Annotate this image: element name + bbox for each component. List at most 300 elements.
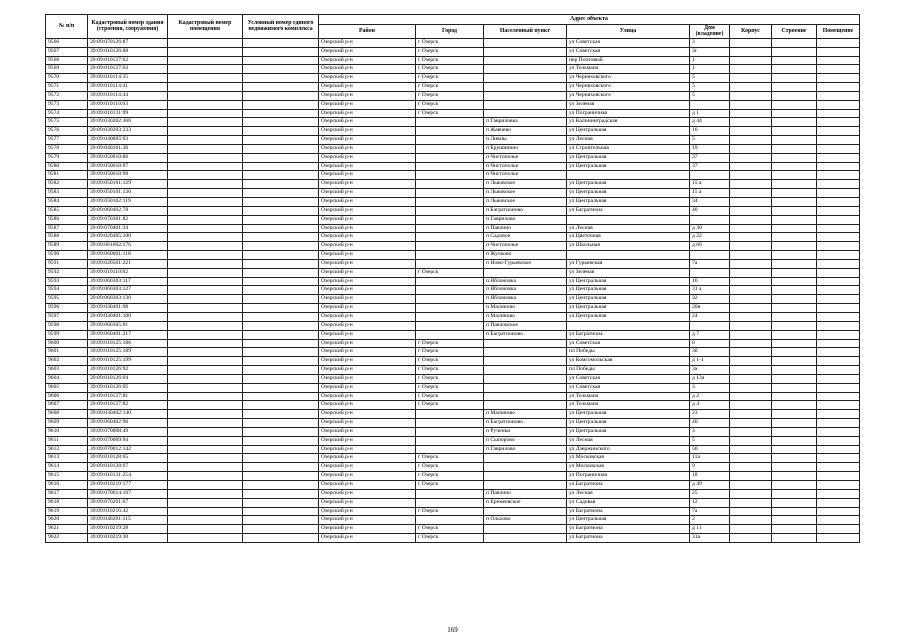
cell-conditional-complex (243, 410, 319, 419)
cell-korpus (730, 109, 772, 118)
cell-street (567, 321, 690, 330)
table-row (46, 427, 860, 436)
cell-city (416, 445, 484, 454)
cell-city (416, 162, 484, 171)
cell-num: 9572 (46, 91, 88, 100)
table-row (46, 348, 860, 357)
cell-street: ул Гурьевская (567, 259, 690, 268)
cell-house: д 2 (690, 392, 730, 401)
cell-cadastral-building: 39:09:010114:35 (88, 74, 168, 83)
col-city-header: Город (416, 25, 484, 39)
cell-num: 9601 (46, 348, 88, 357)
cell-cadastral-room (168, 374, 243, 383)
cell-district: Озерский р-н (319, 392, 416, 401)
cell-cadastral-room (168, 534, 243, 543)
cell-stroenie (772, 136, 817, 145)
cell-locality: п Львовское (484, 180, 567, 189)
cell-street: ул Советская (567, 38, 690, 47)
cell-cadastral-room (168, 498, 243, 507)
cell-conditional-complex (243, 144, 319, 153)
cell-conditional-complex (243, 162, 319, 171)
cell-num: 9590 (46, 251, 88, 260)
cell-locality: п Багратионово (484, 330, 567, 339)
cell-district: Озерский р-н (319, 100, 416, 109)
cell-city (416, 180, 484, 189)
address-group-header: Адрес объекта (319, 15, 860, 25)
cell-district: Озерский р-н (319, 445, 416, 454)
table-row (46, 215, 860, 224)
cell-cadastral-room (168, 383, 243, 392)
cell-house: 3 (690, 383, 730, 392)
cell-cadastral-room (168, 481, 243, 490)
cell-locality: п Малиново (484, 410, 567, 419)
cell-locality: п Павловское (484, 321, 567, 330)
cell-conditional-complex (243, 304, 319, 313)
cell-street: ул Багратиона (567, 534, 690, 543)
cell-num: 9578 (46, 144, 88, 153)
cell-conditional-complex (243, 189, 319, 198)
table-row (46, 109, 860, 118)
cell-district: Озерский р-н (319, 74, 416, 83)
cell-street: ул Центральная (567, 198, 690, 207)
cell-room (817, 180, 860, 189)
cell-conditional-complex (243, 74, 319, 83)
cell-street: ул Центральная (567, 427, 690, 436)
cell-cadastral-room (168, 74, 243, 83)
cell-num: 9596 (46, 304, 88, 313)
cell-room (817, 295, 860, 304)
cell-house: 15 а (690, 180, 730, 189)
cell-cadastral-building: 39:09:040201:115 (88, 516, 168, 525)
cell-city: г Озерск (416, 268, 484, 277)
cell-cadastral-building: 39:09:030401:100 (88, 312, 168, 321)
cell-street: ул Зеленая (567, 268, 690, 277)
cell-cadastral-room (168, 38, 243, 47)
cell-cadastral-building: 39:09:060001:118 (88, 251, 168, 260)
cell-cadastral-building: 39:09:050101:130 (88, 189, 168, 198)
cell-city: г Озерск (416, 109, 484, 118)
cell-korpus (730, 454, 772, 463)
cell-street (567, 251, 690, 260)
cell-conditional-complex (243, 224, 319, 233)
cell-cadastral-room (168, 489, 243, 498)
cell-city (416, 251, 484, 260)
cell-conditional-complex (243, 445, 319, 454)
cell-room (817, 277, 860, 286)
cell-conditional-complex (243, 454, 319, 463)
cell-locality: п Яблоновка (484, 286, 567, 295)
table-row (46, 481, 860, 490)
cell-conditional-complex (243, 481, 319, 490)
cell-num: 9577 (46, 136, 88, 145)
cell-korpus (730, 259, 772, 268)
table-row (46, 162, 860, 171)
cell-city: г Озерск (416, 534, 484, 543)
cell-cadastral-room (168, 339, 243, 348)
cell-city (416, 304, 484, 313)
cell-city (416, 224, 484, 233)
cell-district: Озерский р-н (319, 109, 416, 118)
table-row (46, 498, 860, 507)
cell-room (817, 481, 860, 490)
cell-stroenie (772, 91, 817, 100)
cell-street: ул Лесная (567, 489, 690, 498)
cell-street: ул Центральная (567, 189, 690, 198)
cell-cadastral-building: 39:09:010126:95 (88, 383, 168, 392)
cell-city: г Озерск (416, 83, 484, 92)
cell-korpus (730, 56, 772, 65)
cell-locality: п Жавчево (484, 127, 567, 136)
table-row (46, 268, 860, 277)
cell-locality (484, 65, 567, 74)
cell-conditional-complex (243, 242, 319, 251)
cell-room (817, 198, 860, 207)
cell-num: 9615 (46, 472, 88, 481)
cell-cadastral-room (168, 348, 243, 357)
cell-conditional-complex (243, 215, 319, 224)
cell-cadastral-building: 39:09:010125:189 (88, 348, 168, 357)
cell-district: Озерский р-н (319, 171, 416, 180)
cell-house: д 1-1 (690, 357, 730, 366)
cell-num: 9593 (46, 277, 88, 286)
cell-room (817, 83, 860, 92)
table-row (46, 383, 860, 392)
cell-cadastral-building: 39:09:060402:96 (88, 419, 168, 428)
cell-street: ул Садовая (567, 498, 690, 507)
cell-conditional-complex (243, 109, 319, 118)
cell-stroenie (772, 286, 817, 295)
cell-stroenie (772, 224, 817, 233)
cell-house: д 66 (690, 242, 730, 251)
cell-house: 5 (690, 91, 730, 100)
cell-cadastral-building: 39:09:070201:67 (88, 498, 168, 507)
cell-house (690, 321, 730, 330)
cell-korpus (730, 463, 772, 472)
cell-stroenie (772, 206, 817, 215)
cell-num: 9600 (46, 339, 88, 348)
cell-stroenie (772, 383, 817, 392)
table-row (46, 171, 860, 180)
col-cadastral-room-header: Кадастровый номер помещения (168, 15, 243, 39)
cell-num: 9610 (46, 427, 88, 436)
cell-street: ул Центральная (567, 410, 690, 419)
col-district-header: Район (319, 25, 416, 39)
cell-street: ул Черняховского (567, 91, 690, 100)
cell-conditional-complex (243, 427, 319, 436)
cell-num: 9584 (46, 198, 88, 207)
table-row (46, 366, 860, 375)
cell-room (817, 330, 860, 339)
cell-num: 9579 (46, 153, 88, 162)
cell-cadastral-building: 39:09:010110:82 (88, 268, 168, 277)
cell-locality (484, 91, 567, 100)
col-room-header: Помещение (817, 25, 860, 39)
cell-district: Озерский р-н (319, 118, 416, 127)
cell-city: г Озерск (416, 65, 484, 74)
cell-room (817, 410, 860, 419)
cell-conditional-complex (243, 180, 319, 189)
cell-cadastral-room (168, 118, 243, 127)
cell-cadastral-room (168, 162, 243, 171)
cell-city (416, 127, 484, 136)
cell-room (817, 463, 860, 472)
cell-num: 9594 (46, 286, 88, 295)
cell-street: ул Центральная (567, 286, 690, 295)
cell-district: Озерский р-н (319, 410, 416, 419)
table-row (46, 180, 860, 189)
cell-city (416, 427, 484, 436)
cell-street: ул Комсомольская (567, 357, 690, 366)
cell-korpus (730, 383, 772, 392)
cell-korpus (730, 83, 772, 92)
cell-stroenie (772, 144, 817, 153)
cell-cadastral-room (168, 427, 243, 436)
cell-cadastral-building: 39:09:030203:233 (88, 127, 168, 136)
cell-house: 2 (690, 516, 730, 525)
cell-district: Озерский р-н (319, 498, 416, 507)
cell-district: Озерский р-н (319, 215, 416, 224)
cell-conditional-complex (243, 268, 319, 277)
cell-city: г Озерск (416, 339, 484, 348)
cell-num: 9604 (46, 374, 88, 383)
table-row (46, 242, 860, 251)
table-row (46, 206, 860, 215)
cell-stroenie (772, 268, 817, 277)
cell-num: 9599 (46, 330, 88, 339)
cell-district: Озерский р-н (319, 321, 416, 330)
cell-city (416, 215, 484, 224)
table-row (46, 436, 860, 445)
cell-conditional-complex (243, 153, 319, 162)
cell-street: ул Багратиона (567, 525, 690, 534)
cell-locality: п Сыпорово (484, 436, 567, 445)
cell-district: Озерский р-н (319, 153, 416, 162)
cell-num: 9576 (46, 127, 88, 136)
cell-cadastral-room (168, 127, 243, 136)
cell-city: г Озерск (416, 47, 484, 56)
cell-cadastral-room (168, 321, 243, 330)
cell-city (416, 144, 484, 153)
cell-room (817, 489, 860, 498)
cell-korpus (730, 410, 772, 419)
cell-room (817, 427, 860, 436)
cell-korpus (730, 242, 772, 251)
cell-district: Озерский р-н (319, 83, 416, 92)
cell-district: Озерский р-н (319, 189, 416, 198)
cell-conditional-complex (243, 498, 319, 507)
cell-room (817, 206, 860, 215)
cell-house: 7а (690, 507, 730, 516)
table-row (46, 454, 860, 463)
cell-room (817, 251, 860, 260)
cell-korpus (730, 91, 772, 100)
cell-locality (484, 463, 567, 472)
cell-cadastral-building: 39:09:070401:34 (88, 224, 168, 233)
cell-district: Озерский р-н (319, 65, 416, 74)
cell-cadastral-building: 39:09:020405:100 (88, 233, 168, 242)
cell-cadastral-building: 39:09:010114:41 (88, 83, 168, 92)
cell-room (817, 136, 860, 145)
cell-room (817, 419, 860, 428)
table-row (46, 286, 860, 295)
cell-num: 9591 (46, 259, 88, 268)
cell-conditional-complex (243, 198, 319, 207)
cell-cadastral-building: 39:09:060401:217 (88, 330, 168, 339)
table-row (46, 47, 860, 56)
cell-stroenie (772, 401, 817, 410)
cell-cadastral-room (168, 357, 243, 366)
cell-street: ул Багратиона (567, 206, 690, 215)
cell-room (817, 304, 860, 313)
cell-num: 9612 (46, 445, 88, 454)
page-number: 169 (447, 626, 458, 634)
table-row (46, 136, 860, 145)
cell-num: 9606 (46, 392, 88, 401)
cell-conditional-complex (243, 401, 319, 410)
cell-korpus (730, 525, 772, 534)
cell-room (817, 312, 860, 321)
table-row (46, 224, 860, 233)
cell-cadastral-room (168, 206, 243, 215)
cell-conditional-complex (243, 383, 319, 392)
table-row (46, 445, 860, 454)
cell-num: 9616 (46, 481, 88, 490)
cell-city (416, 259, 484, 268)
cell-num: 9607 (46, 401, 88, 410)
cell-locality: п Павлино (484, 489, 567, 498)
cell-house: 5 (690, 74, 730, 83)
cell-stroenie (772, 392, 817, 401)
table-row (46, 489, 860, 498)
cell-locality: п Еремеевское (484, 498, 567, 507)
cell-cadastral-building: 39:09:070126:87 (88, 38, 168, 47)
col-conditional-complex-header: Условный номер единого недвижимого комплекса (243, 15, 319, 39)
cell-num: 9571 (46, 83, 88, 92)
cell-cadastral-room (168, 233, 243, 242)
table-row (46, 277, 860, 286)
cell-house: д 13а (690, 374, 730, 383)
cell-street: ул Пограничная (567, 472, 690, 481)
cell-locality (484, 83, 567, 92)
col-cadastral-building-header: Кадастровый номер здания (строения, сооружения) (88, 15, 168, 39)
cell-district: Озерский р-н (319, 259, 416, 268)
cell-stroenie (772, 171, 817, 180)
cell-num: 9603 (46, 366, 88, 375)
table-row (46, 251, 860, 260)
cell-house: д 11 (690, 525, 730, 534)
table-row (46, 357, 860, 366)
cell-num: 9622 (46, 534, 88, 543)
cell-room (817, 357, 860, 366)
cell-room (817, 321, 860, 330)
cell-conditional-complex (243, 472, 319, 481)
table-row (46, 74, 860, 83)
cell-stroenie (772, 83, 817, 92)
cell-cadastral-room (168, 277, 243, 286)
cell-street: ул Центральная (567, 312, 690, 321)
cell-stroenie (772, 436, 817, 445)
cell-city (416, 419, 484, 428)
col-korpus-header: Корпус (730, 25, 772, 39)
table-row (46, 472, 860, 481)
cell-korpus (730, 321, 772, 330)
cell-district: Озерский р-н (319, 312, 416, 321)
cell-conditional-complex (243, 525, 319, 534)
cell-conditional-complex (243, 65, 319, 74)
cell-cadastral-room (168, 436, 243, 445)
cell-house: 5 (690, 136, 730, 145)
cell-street: ул Тельмана (567, 401, 690, 410)
cell-city: г Озерск (416, 463, 484, 472)
cell-conditional-complex (243, 100, 319, 109)
cell-street: пер Почтовый (567, 56, 690, 65)
cell-district: Озерский р-н (319, 357, 416, 366)
cell-cadastral-building: 39:09:050010:86 (88, 153, 168, 162)
cell-city (416, 436, 484, 445)
cell-stroenie (772, 242, 817, 251)
cell-cadastral-building: 39:09:030402:140 (88, 410, 168, 419)
cell-cadastral-building: 39:09:010114:44 (88, 91, 168, 100)
table-header (46, 15, 860, 39)
cell-district: Озерский р-н (319, 507, 416, 516)
cell-conditional-complex (243, 489, 319, 498)
cell-street: ул Калининградская (567, 118, 690, 127)
cell-cadastral-building: 39:09:010127:81 (88, 392, 168, 401)
cell-room (817, 109, 860, 118)
table-row (46, 65, 860, 74)
cell-house: 7а (690, 259, 730, 268)
cell-house: 25 (690, 489, 730, 498)
cell-korpus (730, 295, 772, 304)
cell-house: 40 (690, 419, 730, 428)
cell-num: 9609 (46, 419, 88, 428)
cell-korpus (730, 74, 772, 83)
cell-locality: п Багратионово (484, 419, 567, 428)
cell-room (817, 472, 860, 481)
cell-house (690, 171, 730, 180)
cell-korpus (730, 374, 772, 383)
cell-street: ул Лесная (567, 136, 690, 145)
cell-cadastral-room (168, 419, 243, 428)
cell-num: 9587 (46, 224, 88, 233)
cell-street: ул Московская (567, 454, 690, 463)
cell-house: 34 (690, 198, 730, 207)
cell-house: 19 (690, 144, 730, 153)
col-stroenie-header: Строение (772, 25, 817, 39)
cell-locality (484, 401, 567, 410)
cell-street: ул Зеленая (567, 100, 690, 109)
cell-conditional-complex (243, 357, 319, 366)
cell-locality (484, 56, 567, 65)
cell-house: 16 (690, 277, 730, 286)
cell-cadastral-building: 39:09:010128:65 (88, 454, 168, 463)
cell-conditional-complex (243, 38, 319, 47)
cell-conditional-complex (243, 534, 319, 543)
cell-stroenie (772, 321, 817, 330)
cell-korpus (730, 357, 772, 366)
cell-korpus (730, 180, 772, 189)
cell-cadastral-building: 39:09:060303:130 (88, 295, 168, 304)
cell-locality (484, 507, 567, 516)
cell-locality (484, 534, 567, 543)
cell-num: 9580 (46, 162, 88, 171)
cell-city (416, 189, 484, 198)
cell-cadastral-building: 39:09:070012:142 (88, 445, 168, 454)
cell-stroenie (772, 463, 817, 472)
cell-room (817, 100, 860, 109)
cell-locality (484, 268, 567, 277)
cell-num: 9567 (46, 47, 88, 56)
